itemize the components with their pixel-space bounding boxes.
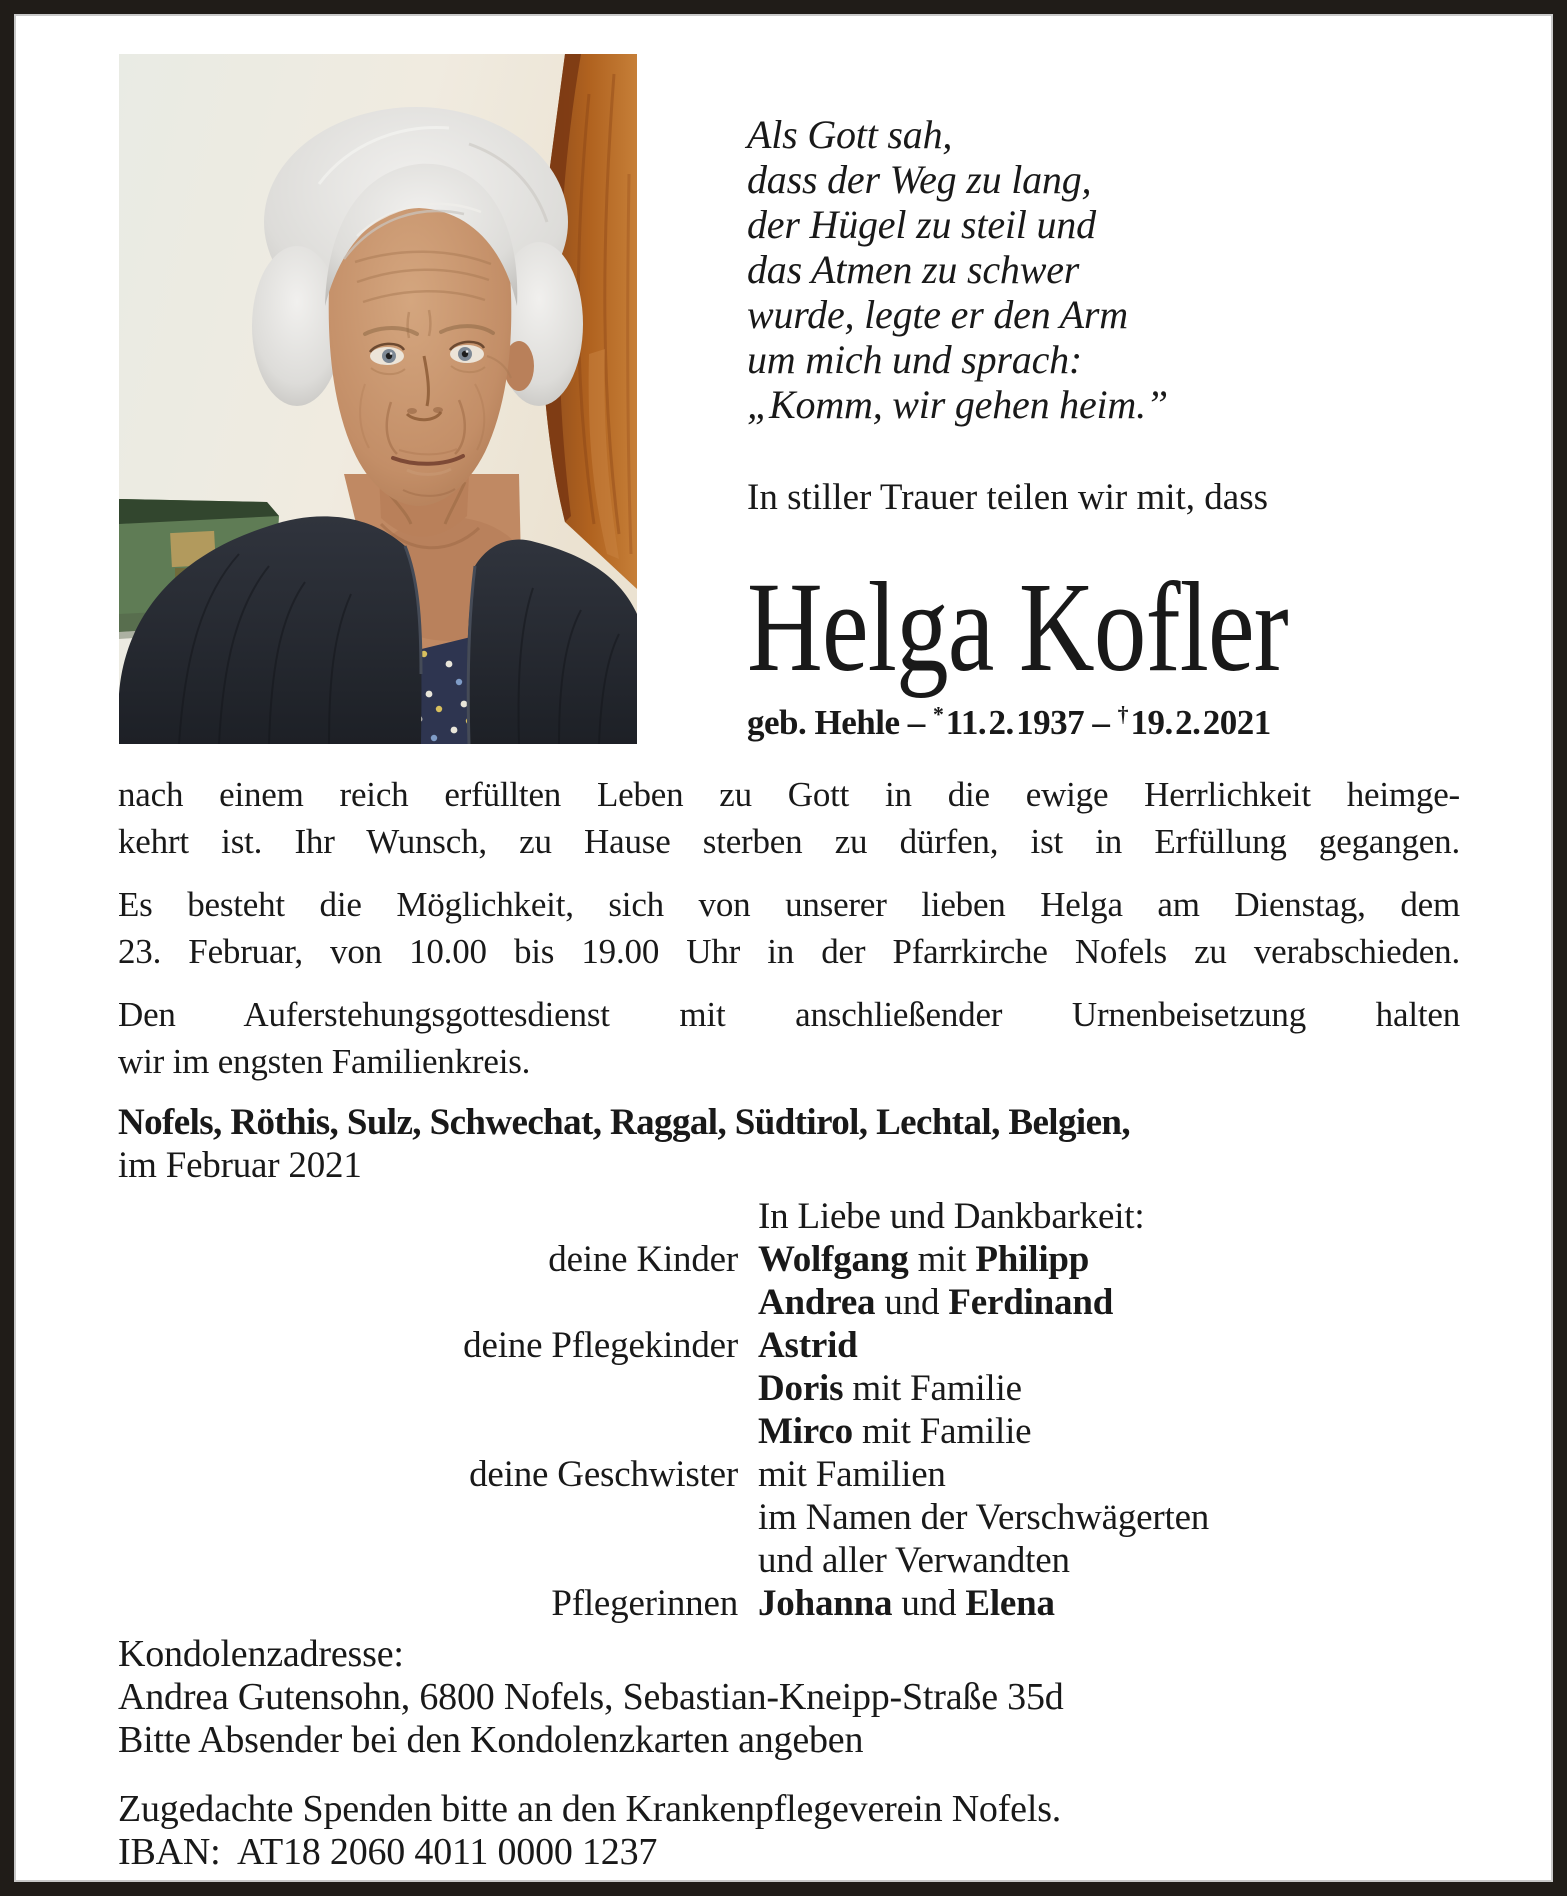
verse-line: das Atmen zu schwer xyxy=(747,247,1080,292)
header-section xyxy=(118,54,1460,745)
body-line: kehrt ist. Ihr Wunsch, zu Hause sterben zu dürfen, ist in Erfüllung gegangen. xyxy=(118,822,1460,861)
mourner-label xyxy=(118,1367,738,1410)
mourner-value: im Namen der Verschwägerten xyxy=(758,1497,1210,1538)
body-line: wir im engsten Familienkreis. xyxy=(118,1042,531,1081)
mourner-label: deine Kinder xyxy=(548,1239,738,1280)
condolence-line: Andrea Gutensohn, 6800 Nofels, Sebastian-Kneipp-Straße 35d xyxy=(118,1676,1064,1718)
announcement-intro: In stiller Trauer teilen wir mit, dass xyxy=(747,477,1269,518)
paragraph-farewell xyxy=(118,881,1460,975)
mourner-value: Astrid xyxy=(758,1325,858,1366)
verse-line: Als Gott sah, xyxy=(747,112,953,157)
obituary-page xyxy=(14,14,1553,1874)
body-line: Es besteht die Möglichkeit, sich von unserer lieben Helga am Dienstag, dem xyxy=(118,885,1460,924)
deceased-name: Helga Kofler xyxy=(747,556,1288,698)
donation-note xyxy=(118,1788,1460,1874)
places-line: Nofels, Röthis, Sulz, Schwechat, Raggal, Südtirol, Lechtal, Belgien, xyxy=(118,1102,1131,1143)
mourner-value: Mirco mit Familie xyxy=(758,1411,1032,1452)
body-line: nach einem reich erfüllten Leben zu Gott in die ewige Herrlichkeit heimge- xyxy=(118,775,1460,814)
iban-line: IBAN: AT18 2060 4011 0000 1237 xyxy=(118,1831,658,1873)
verse-line: wurde, legte er den Arm xyxy=(747,292,1128,337)
portrait-photo xyxy=(119,54,637,744)
mourner-value: und aller Verwandten xyxy=(758,1540,1070,1581)
mourner-value: Johanna und Elena xyxy=(758,1583,1055,1624)
verse-line: „Komm, wir gehen heim.” xyxy=(747,382,1168,427)
mourner-label: deine Pflegekinder xyxy=(463,1325,738,1366)
verse-line: dass der Weg zu lang, xyxy=(747,157,1092,202)
verse-line: um mich und sprach: xyxy=(747,337,1083,382)
mourner-value: mit Familien xyxy=(758,1454,946,1495)
mourner-label xyxy=(118,1539,738,1582)
mourner-label xyxy=(118,1410,738,1453)
mourner-value: Doris mit Familie xyxy=(758,1368,1022,1409)
mourner-label: Pflegerinnen xyxy=(551,1583,738,1624)
body-line: Den Auferstehungsgottesdienst mit anschließender Urnenbeisetzung halten xyxy=(118,995,1460,1034)
condolence-line: Bitte Absender bei den Kondolenzkarten angeben xyxy=(118,1719,864,1761)
mourner-value: Wolfgang mit Philipp xyxy=(758,1239,1090,1280)
birth-death-line: geb. Hehle – * 11. 2. 1937 – † 19. 2. 2021 xyxy=(747,702,1271,742)
mourner-value: In Liebe und Dankbarkeit: xyxy=(758,1196,1145,1237)
memorial-verse xyxy=(747,112,1460,427)
date-line: im Februar 2021 xyxy=(118,1145,362,1186)
announcement-column xyxy=(747,54,1460,745)
mourners-list xyxy=(118,1195,1460,1625)
mourner-label xyxy=(118,1195,738,1238)
verse-line: der Hügel zu steil und xyxy=(747,202,1096,247)
portrait-photo-illustration xyxy=(119,54,637,744)
condolence-line: Kondolenzadresse: xyxy=(118,1633,404,1675)
body-line: 23. Februar, von 10.00 bis 19.00 Uhr in der Pfarrkirche Nofels zu verabschieden. xyxy=(118,932,1460,971)
mourner-label: deine Geschwister xyxy=(469,1454,738,1495)
paragraph-service xyxy=(118,991,1460,1085)
paragraph-homecoming xyxy=(118,771,1460,865)
mourner-value: Andrea und Ferdinand xyxy=(758,1282,1114,1323)
mourner-label xyxy=(118,1281,738,1324)
mourner-label xyxy=(118,1496,738,1539)
condolence-address xyxy=(118,1633,1460,1762)
obituary-body xyxy=(118,771,1460,1874)
donation-line: Zugedachte Spenden bitte an den Krankenpflegeverein Nofels. xyxy=(118,1788,1062,1830)
